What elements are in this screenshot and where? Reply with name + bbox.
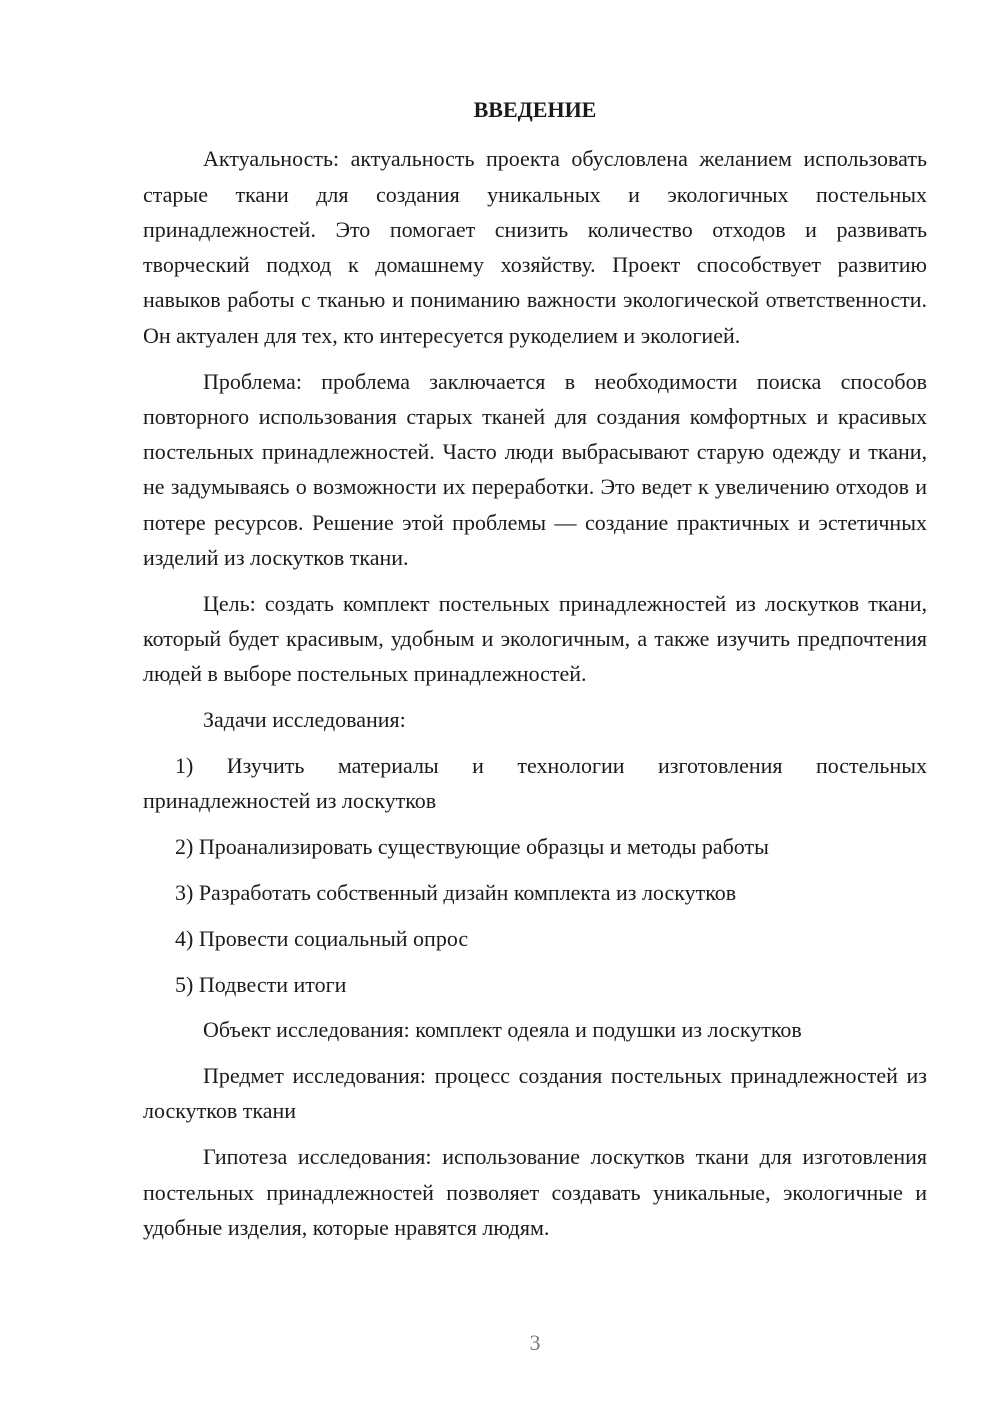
task-item: 2) Проанализировать существующие образцы и методы работы [175, 834, 769, 860]
hypothesis-paragraph: Гипотеза исследования: использование лоскутков ткани для изготовления постельных принадлежностей позволяет создавать уникальные, экологичные и удобные изделия, которые нравятся людям. [143, 1144, 927, 1240]
subject-paragraph: Предмет исследования: процесс создания постельных принадлежностей из лоскутков ткани [143, 1063, 927, 1124]
tasks-list [143, 748, 927, 1002]
section-title: ВВЕДЕНИЕ [473, 97, 597, 122]
problem-paragraph: Проблема: проблема заключается в необходимости поиска способов повторного использования старых тканей для создания комфортных и красивых постельных принадлежностей. Часто люди выбрасывают старую одежду и ткани, не задумываясь о возможности их переработки. Это ведет к увеличению отходов и потере ресурсов. Решение этой проблемы — создание практичных и эстетичных изделий из лоскутков ткани. [143, 368, 927, 571]
tasks-heading: Задачи исследования: [203, 707, 406, 733]
task-item: 3) Разработать собственный дизайн комплекта из лоскутков [175, 879, 737, 905]
object-paragraph: Объект исследования: комплект одеяла и подушки из лоскутков [203, 1017, 802, 1043]
goal-paragraph: Цель: создать комплект постельных принадлежностей из лоскутков ткани, который будет красивым, удобным и экологичным, а также изучить предпочтения людей в выборе постельных принадлежностей. [143, 590, 927, 687]
task-item: 5) Подвести итоги [175, 971, 347, 997]
task-item: 1) Изучить материалы и технологии изготовления постельных принадлежностей из лоскутков [143, 753, 927, 814]
relevance-paragraph: Актуальность: актуальность проекта обусловлена желанием использовать старые ткани для создания уникальных и экологичных постельных принадлежностей. Это помогает снизить количество отходов и развивать творческий подход к домашнему хозяйству. Проект способствует развитию навыков работы с тканью и пониманию важности экологической ответственности. Он актуален для тех, кто интересуется рукоделием и экологией. [143, 146, 927, 348]
task-item: 4) Провести социальный опрос [175, 925, 469, 951]
document-page [143, 92, 927, 1256]
page-number: 3 [529, 1330, 541, 1355]
